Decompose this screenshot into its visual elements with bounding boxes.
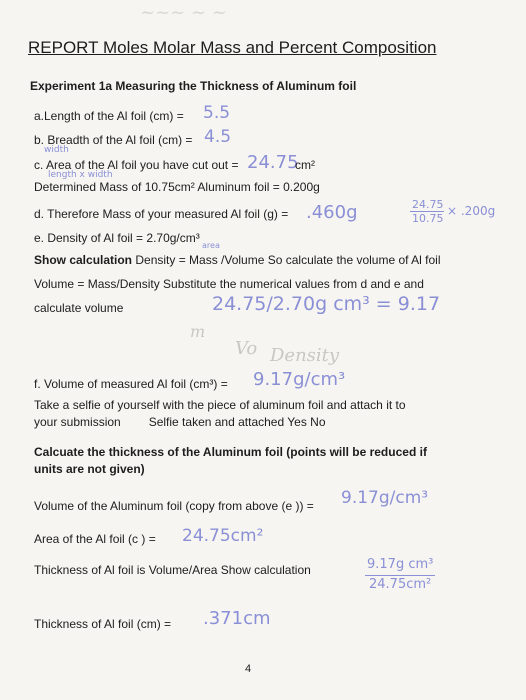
mass-label: d. Therefore Mass of your measured Al foil (g) =	[34, 207, 289, 221]
mass-calc-numerator: 24.75	[412, 198, 444, 211]
mass-calc-multiplier: × .200g	[447, 204, 496, 218]
area-label: c. Area of the Al foil you have cut out =	[34, 158, 239, 172]
faint-bleed-1: m	[190, 322, 206, 341]
selfie-instruction: Take a selfie of yourself with the piece of aluminum foil and attach it to	[34, 398, 406, 412]
volume-copy-label: Volume of the Aluminum foil (copy from above (e )) =	[34, 499, 314, 513]
thickness-instruction-line2: units are not given)	[34, 462, 145, 476]
volume-copy-answer: 9.17g/cm³	[341, 488, 429, 508]
volume-calculation-answer: 24.75/2.70g cm³ = 9.17	[212, 293, 441, 315]
area-copy-label: Area of the Al foil (c ) =	[34, 532, 156, 546]
measured-volume-label: f. Volume of measured Al foil (cm³) =	[34, 377, 228, 391]
thickness-label: Thickness of Al foil (cm) =	[34, 617, 172, 631]
thickness-calc-numerator: 9.17g cm³	[367, 557, 434, 572]
faint-scribble-top: ~~~ ~ ~	[140, 2, 227, 23]
mass-calc-denominator: 10.75	[412, 212, 444, 225]
thickness-answer: .371cm	[203, 608, 271, 629]
length-answer: 5.5	[203, 103, 231, 123]
width-note: width	[44, 145, 69, 155]
determined-mass: Determined Mass of 10.75cm² Aluminum foil = 0.200g	[34, 180, 320, 194]
density-label: e. Density of Al foil = 2.70g/cm³	[34, 231, 200, 245]
faint-bleed-2: Vo	[235, 338, 258, 359]
breadth-answer: 4.5	[204, 127, 232, 147]
show-calculation-line: Show calculation Density = Mass /Volume So calculate the volume of Al foil	[34, 253, 441, 267]
area-insert-note: area	[202, 241, 220, 250]
area-copy-answer: 24.75cm²	[182, 526, 264, 546]
length-width-note: length x width	[48, 170, 113, 180]
calculate-volume-label: calculate volume	[34, 301, 124, 315]
length-label: a.Length of the Al foil (cm) =	[34, 109, 184, 123]
thickness-instruction-line1: Calcuate the thickness of the Aluminum foil (points will be reduced if	[34, 445, 427, 459]
thickness-fraction-line	[365, 575, 435, 576]
experiment-heading: Experiment 1a Measuring the Thickness of Aluminum foil	[30, 79, 357, 93]
selfie-submission-line: your submission Selfie taken and attached Yes No	[34, 415, 326, 429]
thickness-calc-label: Thickness of Al foil is Volume/Area Show calculation	[34, 563, 311, 577]
faint-bleed-3: Density	[270, 345, 340, 366]
breadth-label: b. Breadth of the Al foil (cm) =	[34, 133, 193, 147]
area-answer: 24.75	[247, 152, 299, 173]
mass-answer: .460g	[306, 202, 358, 223]
thickness-calc-denominator: 24.75cm²	[369, 577, 432, 592]
report-title: REPORT Moles Molar Mass and Percent Composition	[28, 38, 437, 57]
volume-formula-line: Volume = Mass/Density Substitute the numerical values from d and e and	[34, 277, 424, 291]
measured-volume-answer: 9.17g/cm³	[253, 369, 346, 390]
area-unit: cm²	[295, 158, 315, 172]
page-number: 4	[245, 663, 252, 675]
